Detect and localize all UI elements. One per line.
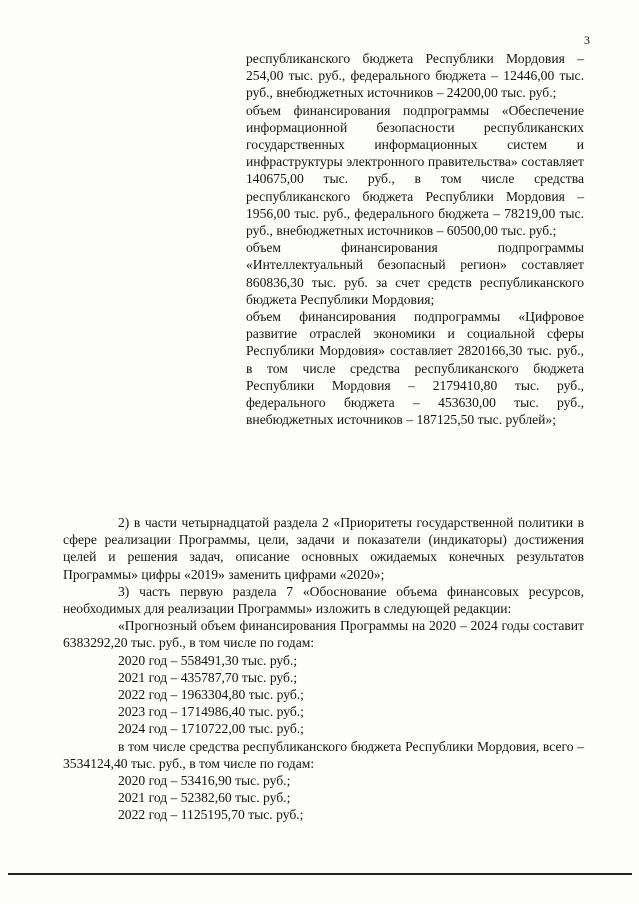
text-paragraph: объем финансирования подпрограммы «Интеллектуальный безопасный регион» составляет 860836,30 тыс. руб. за счет средств республиканского бюджета Республики Мордовия; [246, 240, 584, 307]
amendments-block [63, 514, 584, 824]
year-line: 2021 год – 435787,70 тыс. руб.; [118, 669, 298, 685]
text-paragraph: республиканского бюджета Республики Мордовия – 254,00 тыс. руб., федерального бюджета – 12446,00 тыс. руб., внебюджетных источников – 24200,00 тыс. руб.; [246, 51, 584, 101]
page-number: 3 [584, 33, 590, 47]
text-paragraph: «Прогнозный объем финансирования Программы на 2020 – 2024 годы составит 6383292,20 тыс. руб., в том числе по годам: [63, 618, 584, 651]
year-line: 2022 год – 1125195,70 тыс. руб.; [118, 807, 304, 823]
year-line: 2020 год – 53416,90 тыс. руб.; [118, 773, 291, 789]
text-paragraph: 2) в части четырнадцатой раздела 2 «Приоритеты государственной политики в сфере реализации Программы, цели, задачи и показатели (индикаторы) достижения целей и решения задач, описание основных ожидаемых конечных результатов Программы» цифры «2019» заменить цифрами «2020»; [63, 515, 584, 582]
text-paragraph: 3) часть первую раздела 7 «Обоснование объема финансовых ресурсов, необходимых для реализации Программы» изложить в следующей редакции: [63, 583, 584, 617]
funding-subprograms-block [246, 50, 584, 428]
year-line: 2022 год – 1963304,80 тыс. руб.; [118, 687, 304, 703]
year-line: 2024 год – 1710722,00 тыс. руб.; [118, 721, 304, 737]
text-paragraph: в том числе средства республиканского бюджета Республики Мордовия, всего – 3534124,40 тыс. руб., в том числе по годам: [63, 738, 584, 771]
year-line: 2023 год – 1714986,40 тыс. руб.; [118, 704, 304, 720]
bottom-rule [8, 873, 632, 875]
year-line: 2021 год – 52382,60 тыс. руб.; [118, 790, 291, 806]
year-line: 2020 год – 558491,30 тыс. руб.; [118, 652, 298, 668]
text-paragraph: объем финансирования подпрограммы «Обеспечение информационной безопасности республиканских государственных информационных систем и инфраструктуры электронного правительства» составляет 140675,00 тыс. руб., в том числе средства республиканского бюджета Республики Мордовия – 1956,00 тыс. руб., федерального бюджета – 78219,00 тыс. руб., внебюджетных источников – 60500,00 тыс. руб.; [246, 102, 584, 239]
text-paragraph: объем финансирования подпрограммы «Цифровое развитие отраслей экономики и социальной сферы Республики Мордовия» составляет 2820166,30 тыс. руб., в том числе средства республиканского бюджета Республики Мордовия – 2179410,80 тыс. руб., федерального бюджета – 453630,00 тыс. руб., внебюджетных источников – 187125,50 тыс. рублей»; [246, 309, 584, 428]
